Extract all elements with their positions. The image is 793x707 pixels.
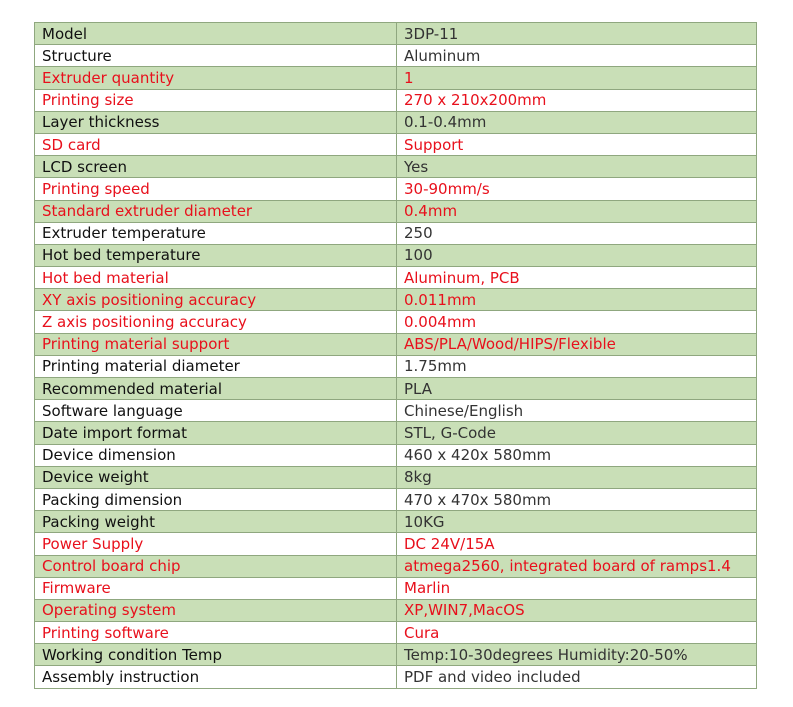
table-row [35,333,757,355]
table-row [35,200,757,222]
spec-value: 1.75mm [397,355,757,377]
table-row [35,488,757,510]
spec-value: 100 [397,244,757,266]
spec-label: Assembly instruction [35,666,397,688]
spec-value: Yes [397,156,757,178]
table-row [35,555,757,577]
spec-label: Printing software [35,622,397,644]
spec-label: Hot bed temperature [35,244,397,266]
spec-value: XP,WIN7,MacOS [397,599,757,621]
spec-label: Power Supply [35,533,397,555]
spec-table-body [35,23,757,689]
spec-value: 270 x 210x200mm [397,89,757,111]
spec-label: Working condition Temp [35,644,397,666]
spec-value: ABS/PLA/Wood/HIPS/Flexible [397,333,757,355]
spec-label: Standard extruder diameter [35,200,397,222]
spec-value: atmega2560, integrated board of ramps1.4 [397,555,757,577]
spec-label: Recommended material [35,378,397,400]
spec-label: Operating system [35,599,397,621]
spec-label: Layer thickness [35,111,397,133]
table-row [35,666,757,688]
spec-label: Printing material support [35,333,397,355]
spec-label: Hot bed material [35,267,397,289]
spec-label: Control board chip [35,555,397,577]
spec-value: PLA [397,378,757,400]
spec-label: Z axis positioning accuracy [35,311,397,333]
spec-value: 460 x 420x 580mm [397,444,757,466]
table-row [35,89,757,111]
table-row [35,533,757,555]
spec-value: 0.004mm [397,311,757,333]
spec-label: Packing weight [35,511,397,533]
spec-value: STL, G-Code [397,422,757,444]
spec-value: Support [397,133,757,155]
spec-value: PDF and video included [397,666,757,688]
table-row [35,156,757,178]
spec-table [34,22,757,689]
spec-label: Software language [35,400,397,422]
spec-label: LCD screen [35,156,397,178]
table-row [35,599,757,621]
spec-label: Extruder temperature [35,222,397,244]
table-row [35,444,757,466]
table-row [35,289,757,311]
spec-value: 3DP-11 [397,23,757,45]
spec-label: Extruder quantity [35,67,397,89]
table-row [35,45,757,67]
table-row [35,111,757,133]
table-row [35,178,757,200]
spec-label: Firmware [35,577,397,599]
spec-value: 8kg [397,466,757,488]
table-row [35,222,757,244]
table-row [35,133,757,155]
spec-value: Chinese/English [397,400,757,422]
spec-label: Device dimension [35,444,397,466]
spec-label: SD card [35,133,397,155]
spec-value: 0.011mm [397,289,757,311]
table-row [35,466,757,488]
table-row [35,422,757,444]
spec-label: Date import format [35,422,397,444]
table-row [35,244,757,266]
spec-value: Marlin [397,577,757,599]
table-row [35,67,757,89]
spec-label: Model [35,23,397,45]
spec-label: XY axis positioning accuracy [35,289,397,311]
table-row [35,355,757,377]
spec-value: 10KG [397,511,757,533]
spec-value: Aluminum, PCB [397,267,757,289]
table-row [35,577,757,599]
spec-value: 1 [397,67,757,89]
spec-value: DC 24V/15A [397,533,757,555]
spec-label: Structure [35,45,397,67]
spec-value: 0.4mm [397,200,757,222]
spec-label: Printing material diameter [35,355,397,377]
spec-label: Printing speed [35,178,397,200]
spec-value: Aluminum [397,45,757,67]
spec-value: 250 [397,222,757,244]
spec-value: 30-90mm/s [397,178,757,200]
table-row [35,622,757,644]
table-row [35,400,757,422]
table-row [35,311,757,333]
spec-value: 470 x 470x 580mm [397,488,757,510]
table-row [35,644,757,666]
spec-value: Temp:10-30degrees Humidity:20-50% [397,644,757,666]
table-row [35,378,757,400]
spec-label: Printing size [35,89,397,111]
spec-label: Device weight [35,466,397,488]
table-row [35,23,757,45]
spec-label: Packing dimension [35,488,397,510]
spec-value: Cura [397,622,757,644]
spec-value: 0.1-0.4mm [397,111,757,133]
table-row [35,511,757,533]
table-row [35,267,757,289]
